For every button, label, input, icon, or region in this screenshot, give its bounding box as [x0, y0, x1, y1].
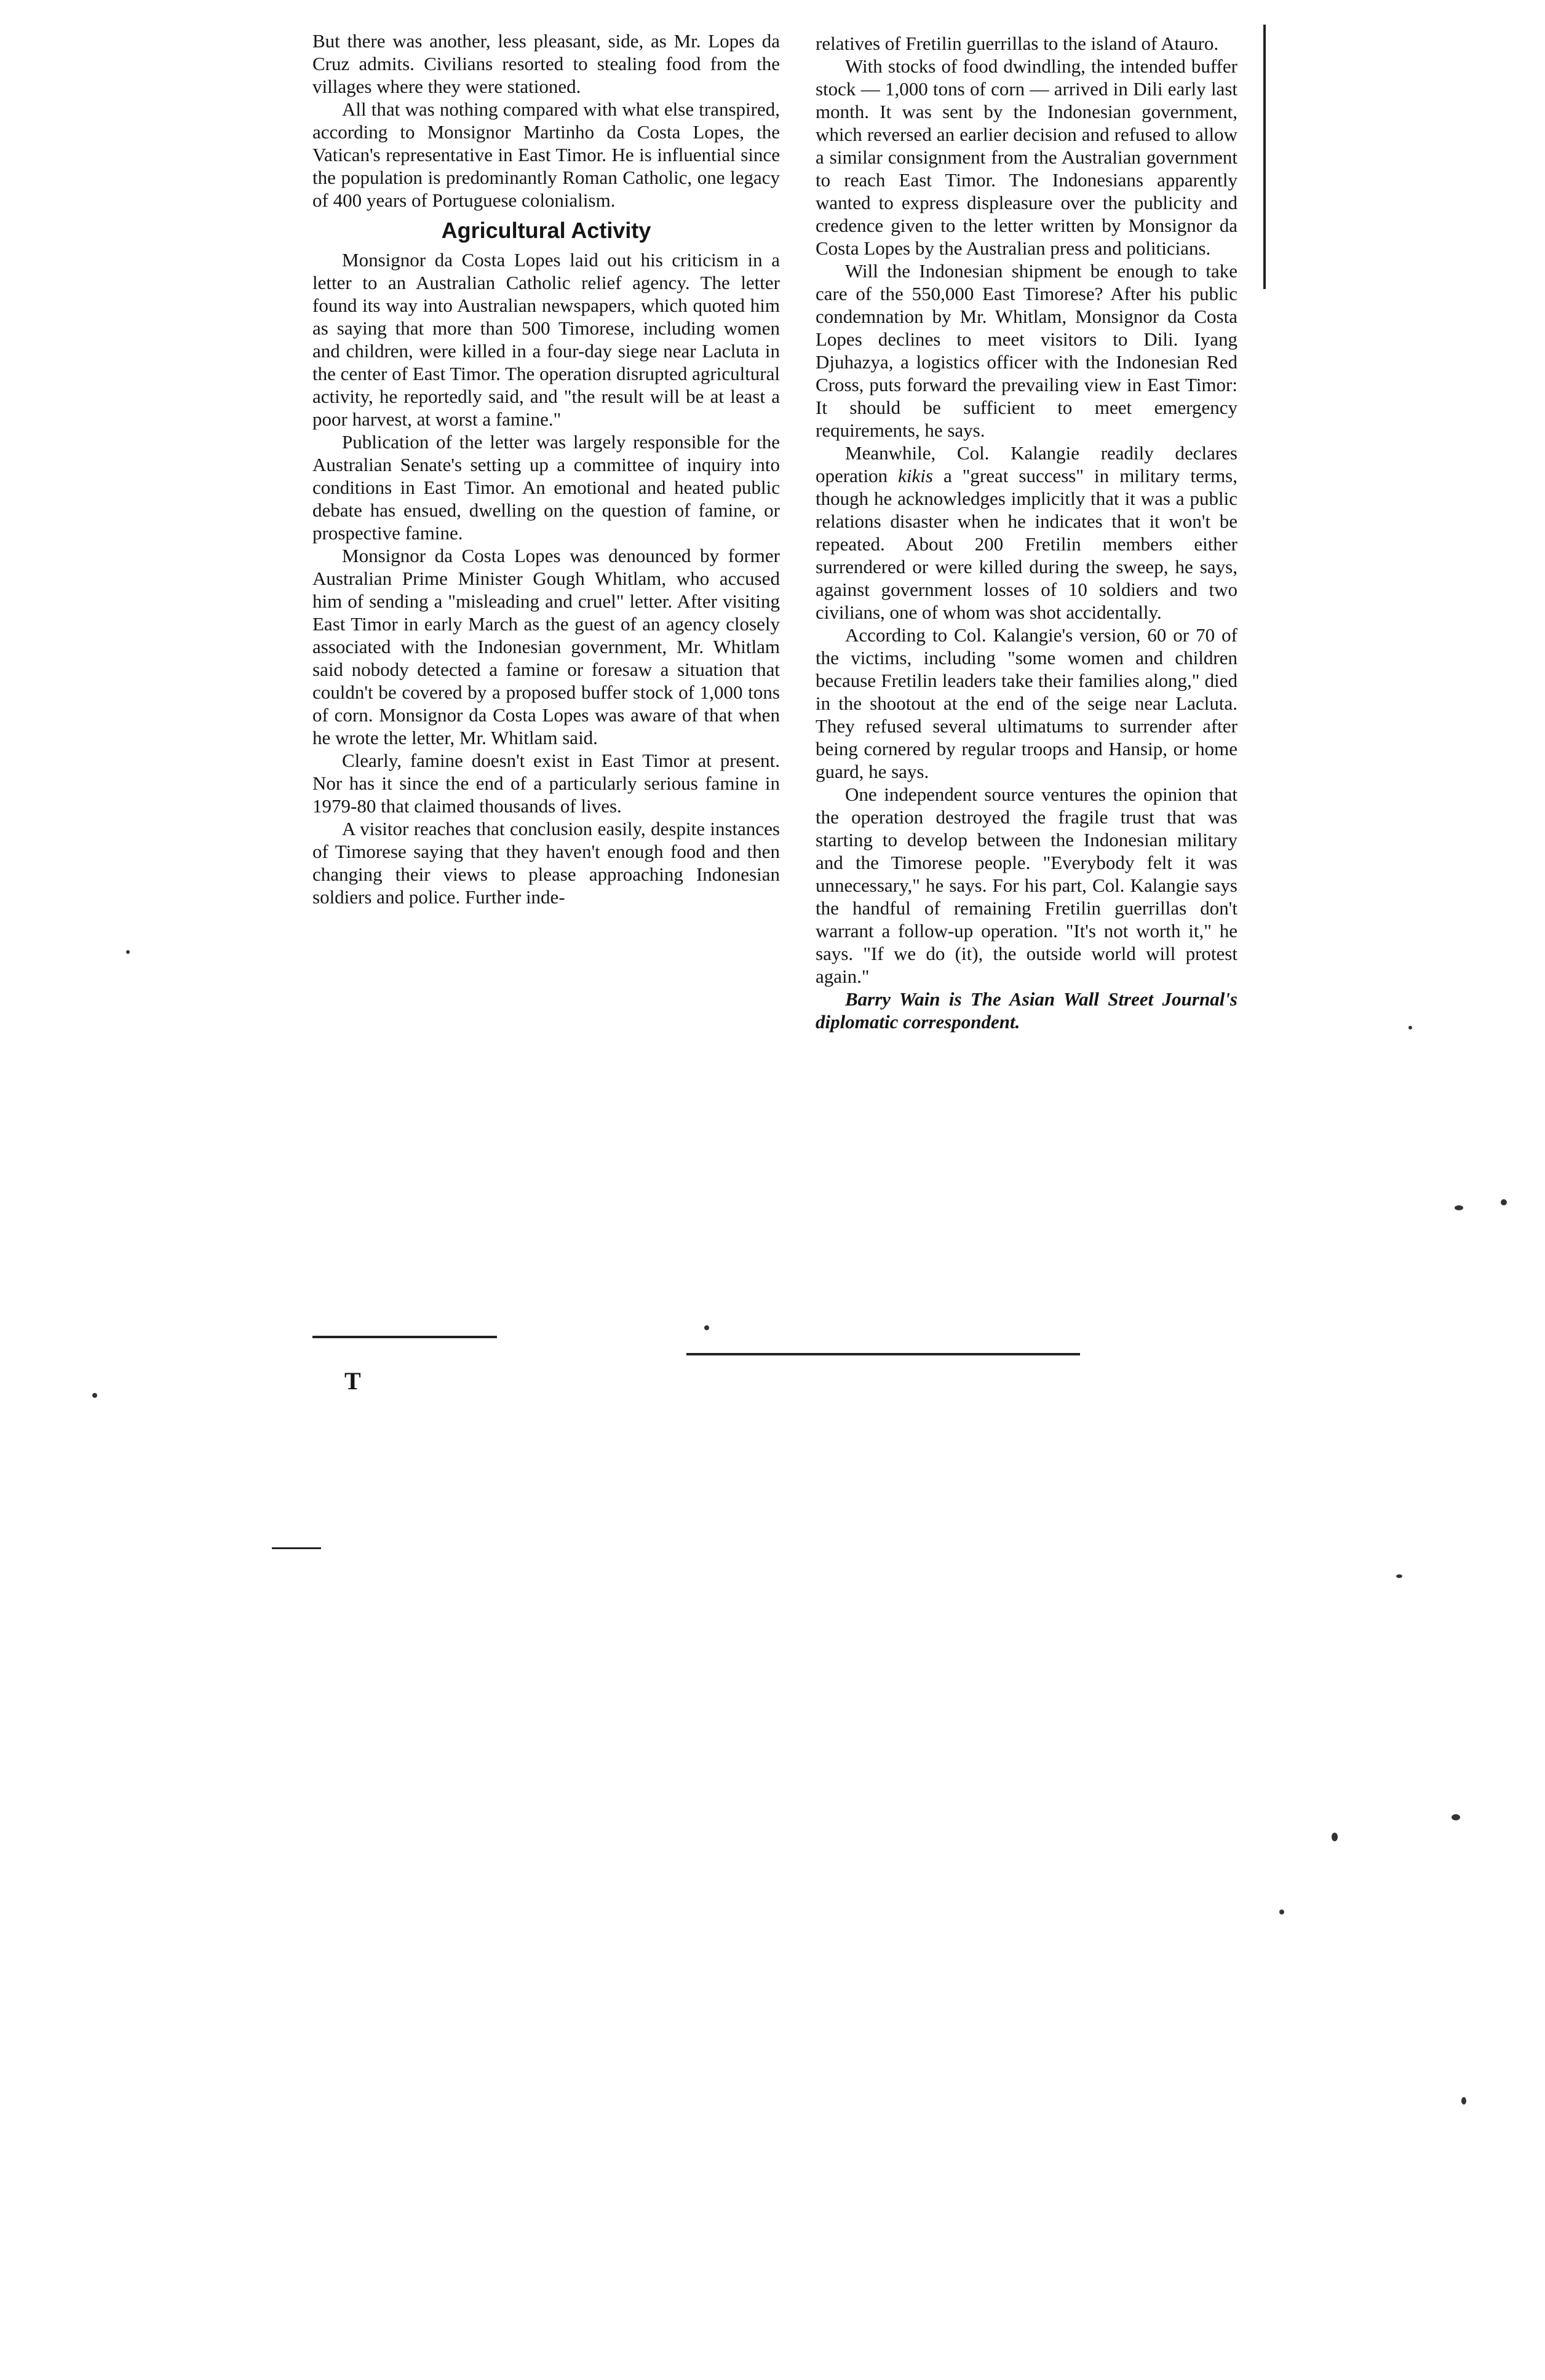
- paragraph: Monsignor da Costa Lopes was denounced by former Australian Prime Minister Gough Whitlam, who accused him of sending a "misleading and cruel" letter. After visiting East Timor in early March as the guest of an agency closely associated with the Indonesian government, Mr. Whitlam said nobody detected a famine or foresaw a situation that couldn't be covered by a proposed buffer stock of 1,000 tons of corn. Monsignor da Costa Lopes was aware of that when he wrote the letter, Mr. Whitlam said.: [312, 545, 780, 748]
- paragraph: [816, 442, 1237, 624]
- scan-speck: [1461, 2097, 1466, 2104]
- paragraph: Publication of the letter was largely responsible for the Australian Senate's setting up a committee of inquiry into conditions in East Timor. An emotional and heated public debate has ensued, dwelling on the question of famine, or prospective famine.: [312, 431, 780, 544]
- paragraph: One independent source ventures the opinion that the operation destroyed the fragile trust that was starting to develop between the Indonesian military and the Timorese people. "Everybody felt it was unnecessary," he says. For his part, Col. Kalangie says the handful of remaining Fretilin guerrillas don't warrant a follow-up operation. "It's not worth it," he says. "If we do (it), the outside world will protest again.": [816, 783, 1237, 987]
- paragraph: Monsignor da Costa Lopes laid out his criticism in a letter to an Australian Catholic relief agency. The letter found its way into Australian newspapers, which quoted him as saying that more than 500 Timorese, including women and children, were killed in a four-day siege near Lacluta in the center of East Timor. The operation disrupted agricultural activity, he reportedly said, and "the result will be at least a poor harvest, at worst a famine.": [312, 249, 780, 430]
- paragraph: A visitor reaches that conclusion easily, despite instances of Timorese saying that they haven't enough food and then changing their views to please approaching Indonesian soldiers and police. Further inde-: [312, 818, 780, 908]
- paragraph: But there was another, less pleasant, side, as Mr. Lopes da Cruz admits. Civilians resorted to stealing food from the villages where they were stationed.: [312, 30, 780, 97]
- paragraph: According to Col. Kalangie's version, 60 or 70 of the victims, including "some women and children because Fretilin leaders take their families along," died in the shootout at the end of the seige near Lacluta. They refused several ultimatums to surrender after being cornered by regular troops and Hansip, or home guard, he says.: [816, 624, 1237, 782]
- operation-name: kikis: [898, 465, 933, 486]
- scan-speck: [92, 1393, 97, 1398]
- bottom-rule: [312, 1336, 497, 1338]
- scan-speck: [1332, 1833, 1338, 1841]
- paragraph: Will the Indonesian shipment be enough to take care of the 550,000 East Timorese? After his public condemnation by Mr. Whitlam, Monsignor da Costa Lopes declines to meet visitors to Dili. Iyang Djuhazya, a logistics officer with the Indonesian Red Cross, puts forward the prevailing view in East Timor: It should be sufficient to meet emergency requirements, he says.: [816, 260, 1237, 441]
- bottom-rule: [686, 1353, 1080, 1355]
- paragraph: relatives of Fretilin guerrillas to the island of Atauro.: [816, 33, 1219, 54]
- paragraph-text: Meanwhile, Col. Kalangie readily declares operation: [816, 442, 1237, 486]
- paragraph-text: a "great success" in military terms, though he acknowledges implicitly that it was a public relations disaster when he indicates that it won't be repeated. About 200 Fretilin members either surrendered or were killed during the sweep, he says, against government losses of 10 soldiers and two civilians, one of whom was shot accidentally.: [816, 465, 1237, 623]
- paragraph: With stocks of food dwindling, the intended buffer stock — 1,000 tons of corn — arrived in Dili early last month. It was sent by the Indonesian government, which reversed an earlier decision and refused to allow a similar consignment from the Australian government to reach East Timor. The Indonesians apparently wanted to express displeasure over the publicity and credence given to the letter written by Monsignor da Costa Lopes by the Australian press and politicians.: [816, 55, 1237, 259]
- scan-speck: [1455, 1205, 1463, 1210]
- scan-speck: [1501, 1199, 1507, 1205]
- scan-speck: [126, 950, 130, 954]
- article-column-right: [816, 32, 1237, 1033]
- stray-rule: [272, 1547, 321, 1549]
- section-subheading: Agricultural Activity: [441, 218, 651, 243]
- scan-speck: [1408, 1026, 1412, 1029]
- scan-speck: [1396, 1574, 1402, 1578]
- scan-speck: [1452, 1814, 1460, 1820]
- article-column-left: [312, 30, 780, 908]
- scan-speck: [704, 1325, 709, 1330]
- margin-mark: T: [344, 1367, 361, 1395]
- paragraph: All that was nothing compared with what else transpired, according to Monsignor Martinho da Costa Lopes, the Vatican's representative in East Timor. He is influential since the population is predominantly Roman Catholic, one legacy of 400 years of Portuguese colonialism.: [312, 98, 780, 211]
- author-byline: Barry Wain is The Asian Wall Street Journal's diplomatic correspondent.: [816, 988, 1237, 1033]
- paragraph: Clearly, famine doesn't exist in East Timor at present. Nor has it since the end of a particularly serious famine in 1979-80 that claimed thousands of lives.: [312, 750, 780, 817]
- column-edge-rule: [1263, 25, 1266, 289]
- scan-speck: [1279, 1910, 1284, 1914]
